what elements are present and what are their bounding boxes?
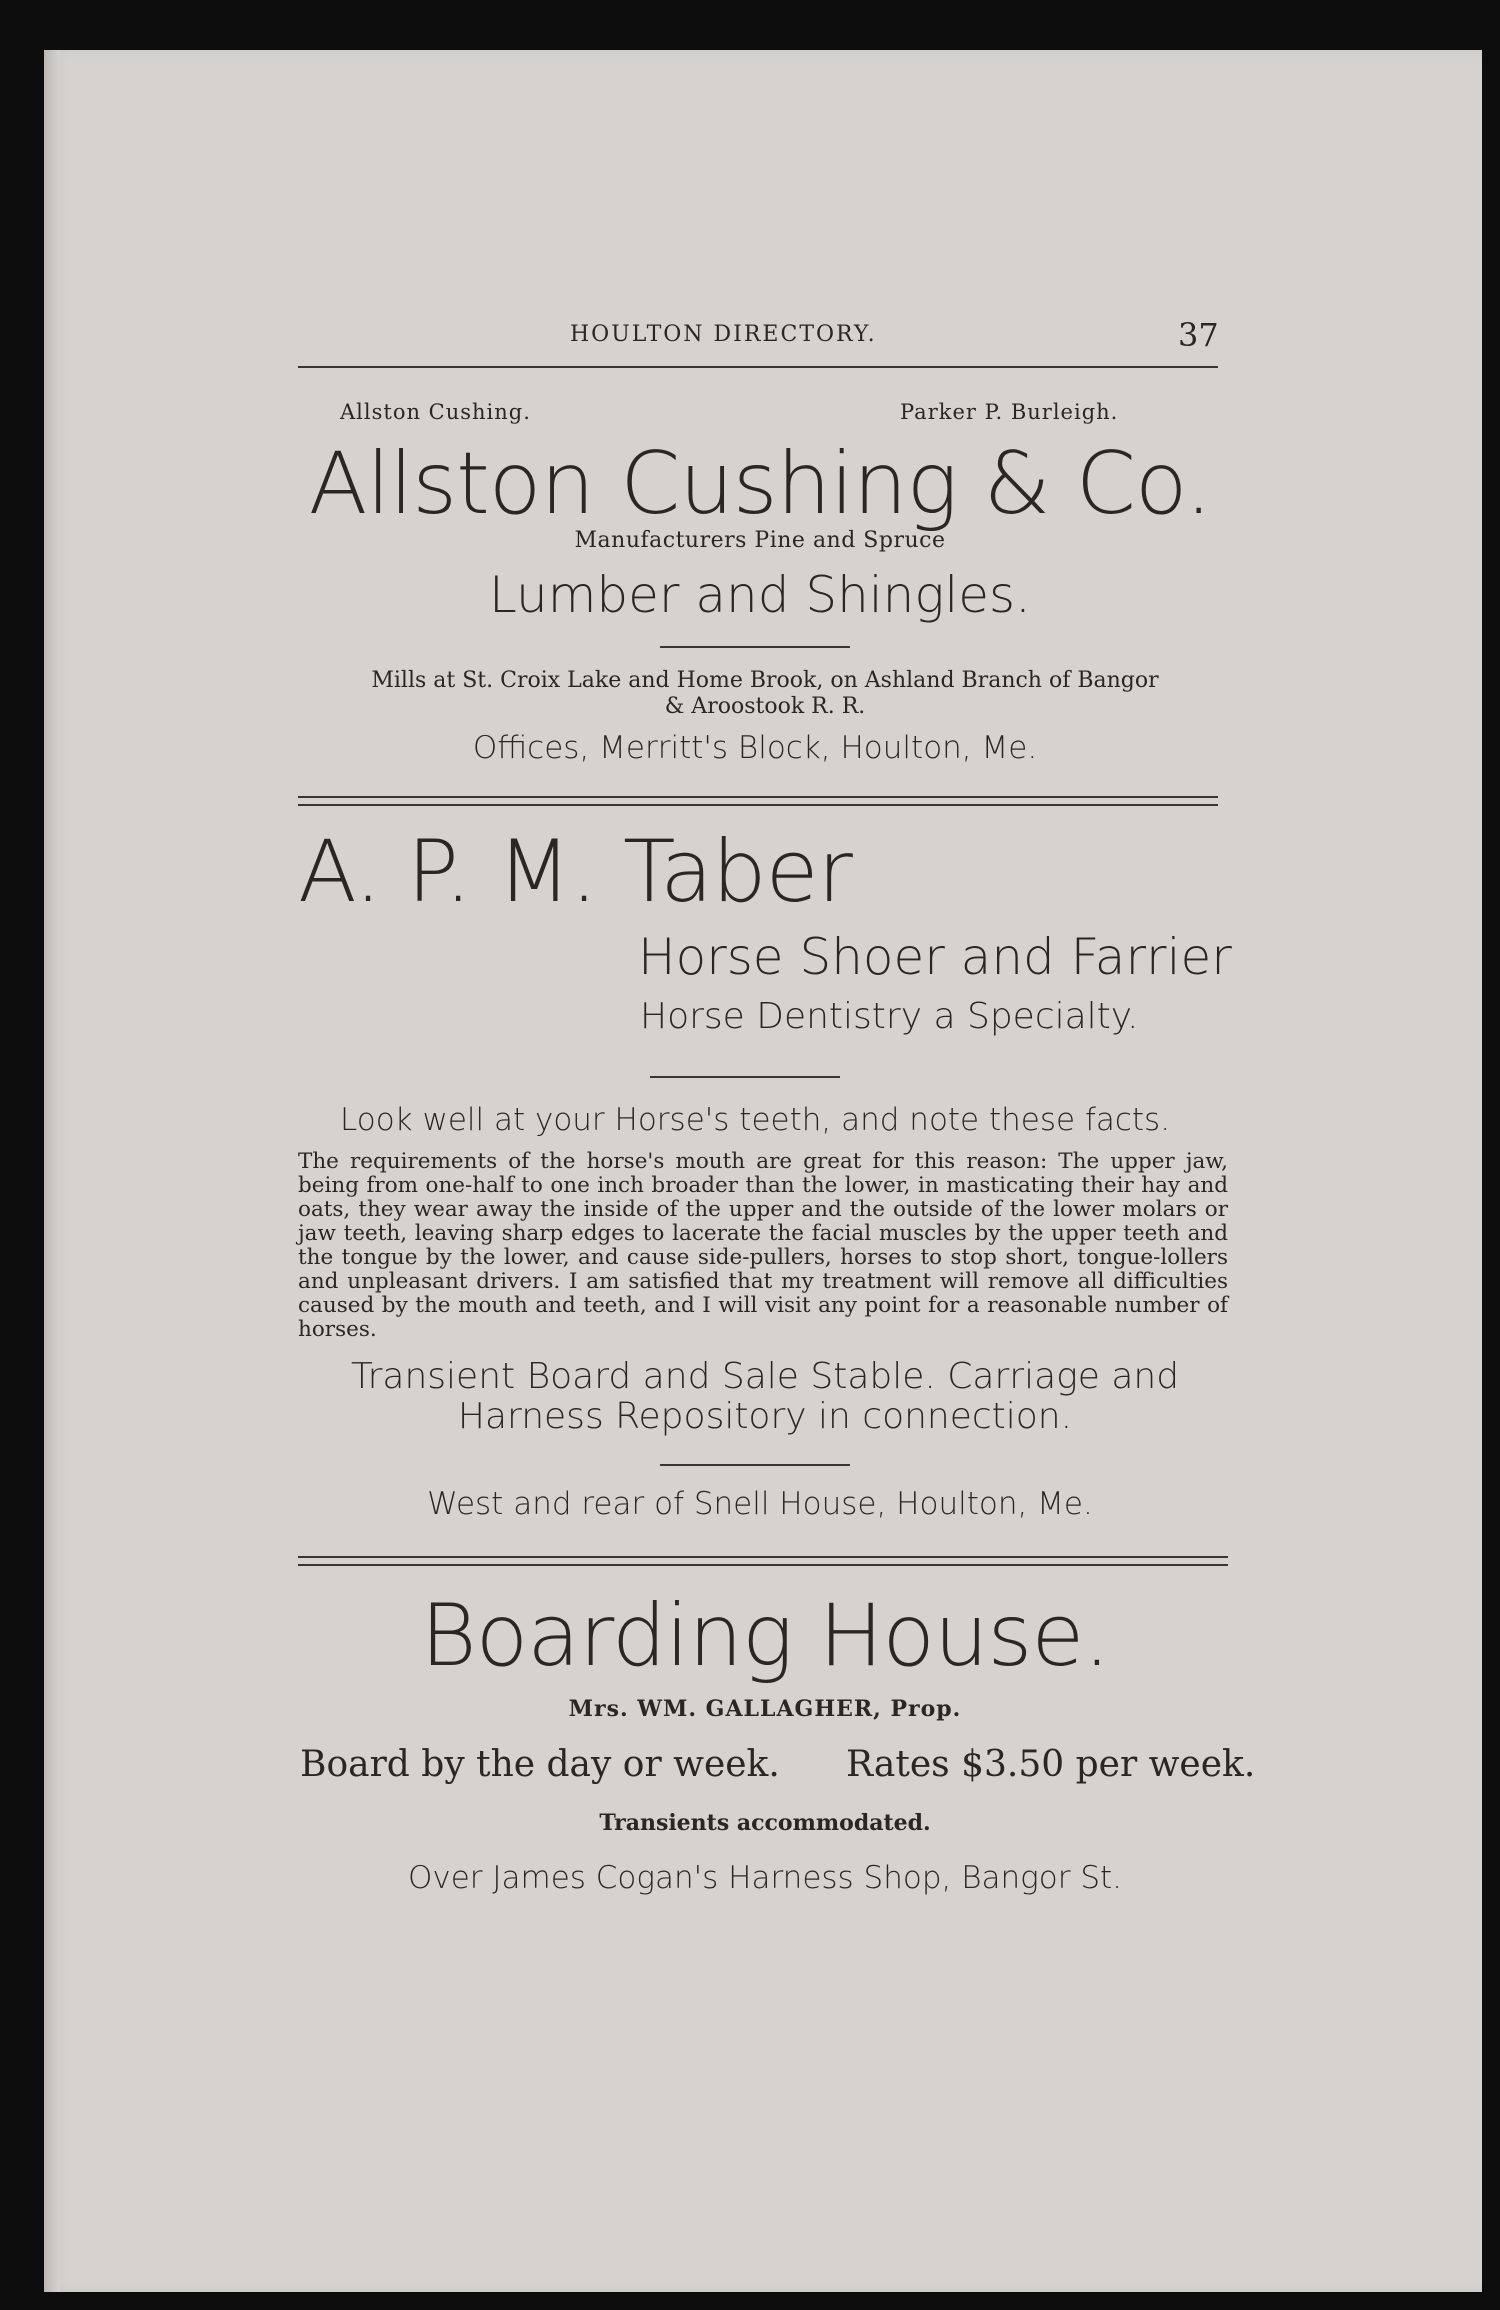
taber-lead: Look well at your Horse's teeth, and note these facts.	[340, 1102, 1171, 1138]
boarding-rates: Rates $3.50 per week.	[846, 1744, 1256, 1785]
short-divider	[650, 1076, 840, 1078]
page-binding-edge	[44, 50, 60, 2292]
short-divider	[660, 646, 850, 648]
boarding-title: Boarding House.	[420, 1586, 1110, 1686]
mills-line-1: Mills at St. Croix Lake and Home Brook, on Ashland Branch of Bangor	[371, 668, 1159, 693]
boarding-location: Over James Cogan's Harness Shop, Bangor St.	[407, 1860, 1123, 1896]
section-divider-2	[298, 1556, 1228, 1566]
partner-right: Parker P. Burleigh.	[900, 400, 1119, 424]
stable-line-1: Transient Board and Sale Stable. Carriage and	[350, 1356, 1180, 1397]
taber-location: West and rear of Snell House, Houlton, Me.	[427, 1486, 1093, 1522]
firm-products: Lumber and Shingles.	[489, 566, 1031, 624]
mills-line-2: & Aroostook R. R.	[664, 694, 866, 719]
boarding-proprietor: Mrs. WM. GALLAGHER, Prop.	[568, 1696, 962, 1722]
boarding-transients: Transients accommodated.	[599, 1810, 931, 1836]
offices-address: Offices, Merritt's Block, Houlton, Me.	[472, 730, 1038, 766]
taber-trade: Horse Shoer and Farrier	[638, 928, 1232, 986]
stable-line-2: Harness Repository in connection.	[457, 1396, 1073, 1437]
boarding-terms: Board by the day or week.	[300, 1744, 780, 1785]
firm-name: Allston Cushing & Co.	[308, 434, 1212, 534]
short-divider	[660, 1464, 850, 1466]
taber-specialty: Horse Dentistry a Specialty.	[640, 996, 1139, 1037]
taber-name: A. P. M. Taber	[298, 822, 852, 922]
running-header-title: HOULTON DIRECTORY.	[570, 322, 877, 347]
partner-left: Allston Cushing.	[340, 400, 531, 424]
page-number: 37	[1178, 316, 1219, 354]
firm-description: Manufacturers Pine and Spruce	[574, 528, 946, 553]
section-divider-1	[298, 796, 1218, 806]
taber-body-paragraph: The requirements of the horse's mouth are great for this reason: The upper jaw, being from one-half to one inch broader than the lower, in masticating their hay and oats, they wear away the inside of the upper and the outside of the lower molars or jaw teeth, leaving sharp edges to lacerate the facial muscles by the upper teeth and the tongue by the lower, and cause side-pullers, horses to stop short, tongue-lollers and unpleasant drivers. I am satisfied that my treatment will remove all difficulties caused by the mouth and teeth, and I will visit any point for a reasonable number of horses.	[298, 1149, 1228, 1342]
header-rule	[298, 366, 1218, 368]
